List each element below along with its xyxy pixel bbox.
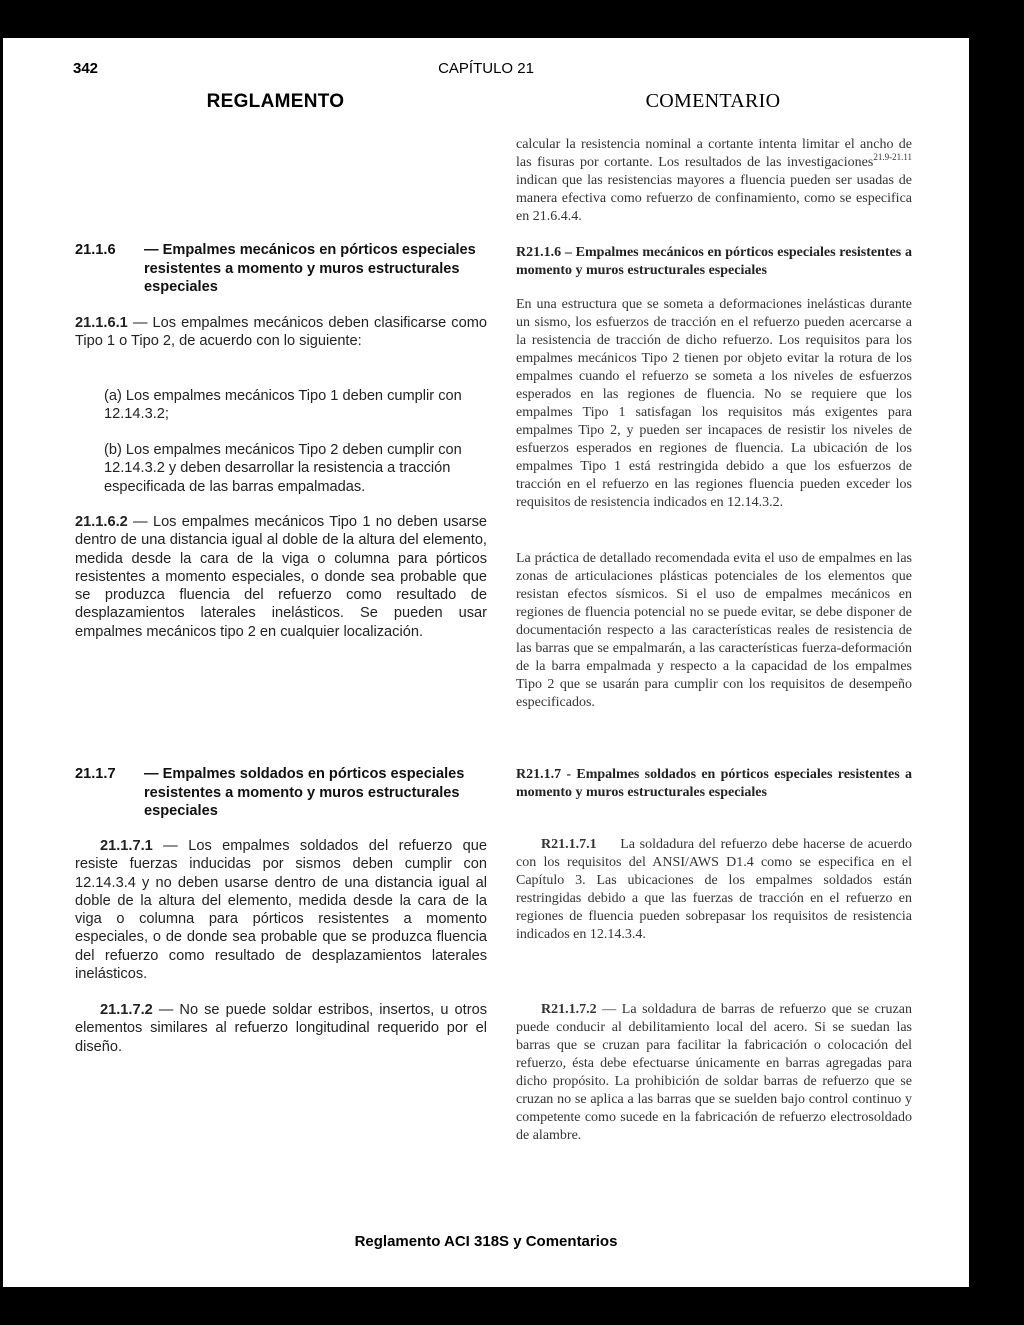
commentary-paragraph-r21-1-7-2 (516, 1001, 912, 1145)
code-heading-21-1-6 (75, 241, 487, 297)
code-section-text: — Los empalmes mecánicos Tipo 1 no deben usarse dentro de una distancia igual al doble de la altura del elemento, medida desde la cara de la viga o columna para pórticos resistentes a momento especiales, o donde sea probable que se produzca fluencia del refuerzo como resultado de desplazamientos laterales inelásticos. Se pueden usar empalmes mecánicos tipo 2 en cualquier localización. (75, 514, 487, 640)
document-page (3, 38, 969, 1287)
commentary-continuation-text-a: calcular la resistencia nominal a cortante intenta limitar el ancho de las fisuras por cortante. Los resultados de las investigaciones (516, 137, 912, 170)
commentary-paragraph-r21-1-6-1: En una estructura que se someta a deformaciones inelásticas durante un sismo, los esfuerzos de tracción en el refuerzo pueden acercarse a la resistencia de tracción de dicho refuerzo. Los requisitos para los empalmes mecánicos Tipo 2 tienen por objeto evitar la rotura de los empalmes cuando el refuerzo se someta a los niveles de esfuerzos esperados en las regiones de fluencia. No se requiere que los empalmes Tipo 1 satisfagan los requisitos más exigentes para empalmes Tipo 2, y pueden ser incapaces de resistir los niveles de esfuerzos esperados en regiones de fluencia. La ubicación de los empalmes Tipo 1 está restringida debido a que los esfuerzos de tracción en el refuerzo en las regiones fluencia pueden exceder los requisitos de resistencia indicados en 12.14.3.2. (516, 297, 912, 510)
left-column-heading: REGLAMENTO (206, 91, 345, 112)
commentary-section-number: R21.1.7.2 (541, 1002, 597, 1017)
reference-superscript: 21.9-21.11 (873, 152, 912, 162)
page-number: 342 (73, 60, 99, 77)
code-paragraph-21-1-7-2 (75, 1001, 487, 1056)
right-column-heading: COMENTARIO (645, 90, 781, 112)
commentary-paragraph-r21-1-6-2: La práctica de detallado recomendada evita el uso de empalmes en las zonas de articulaciones plásticas potenciales de los elementos que resistan efectos sísmicos. Si el uso de empalmes mecánicos en regiones de fluencia potencial no se puede evitar, se debe disponer de documentación respecto a las características reales de resistencia de las barras que se empalmarán, a las características fuerza-deformación de la barra empalmada y respecto a la capacidad de los empalmes Tipo 2 que se usarán para cumplir con los requisitos de desempeño especificados. (516, 551, 912, 710)
code-paragraph-21-1-6-2 (75, 513, 487, 641)
commentary-paragraph-r21-1-7-1 (516, 836, 912, 944)
page-footer: Reglamento ACI 318S y Comentarios (354, 1233, 618, 1250)
code-section-text: — Los empalmes soldados del refuerzo que resiste fuerzas inducidas por sismos deben cumplir con 12.14.3.4 y no deben usarse dentro de una distancia igual al doble de la altura del elemento, medida desde la cara de la viga o columna para pórticos resistentes a momento especiales, o de donde sea probable que se produzca fluencia del refuerzo como resultado de desplazamientos laterales inelásticos. (75, 838, 487, 983)
commentary-heading-r21-1-7: R21.1.7 - Empalmes soldados en pórticos especiales resistentes a momento y muros estructurales especiales (516, 767, 912, 800)
commentary-continuation-text-b: indican que las resistencias mayores a fluencia pueden ser usadas de manera efectiva como refuerzo de confinamiento, como se especifica en 21.6.4.4. (516, 173, 912, 224)
code-section-text: — No se puede soldar estribos, insertos, u otros elementos similares al refuerzo longitudinal requerido por el diseño. (75, 1002, 487, 1055)
chapter-title: CAPÍTULO 21 (438, 60, 534, 77)
code-paragraph-21-1-6-1 (75, 314, 487, 351)
code-section-number: 21.1.6 (75, 242, 116, 258)
commentary-continuation (516, 136, 912, 226)
code-section-number: 21.1.6.1 (75, 315, 128, 331)
code-section-text: — Los empalmes mecánicos deben clasificarse como Tipo 1 o Tipo 2, de acuerdo con lo siguiente: (75, 315, 487, 350)
code-section-title: — Empalmes mecánicos en pórticos especiales resistentes a momento y muros estructurales especiales (144, 242, 476, 295)
code-paragraph-21-1-7-1 (75, 837, 487, 983)
code-section-number: 21.1.6.2 (75, 514, 128, 530)
code-list-item-b: (b) Los empalmes mecánicos Tipo 2 deben cumplir con 12.14.3.2 y deben desarrollar la resistencia a tracción especificada de las barras empalmadas. (104, 442, 462, 495)
commentary-heading-r21-1-6: R21.1.6 – Empalmes mecánicos en pórticos especiales resistentes a momento y muros estructurales especiales (516, 245, 912, 278)
commentary-section-number: R21.1.7.1 (541, 837, 597, 852)
code-section-number: 21.1.7 (75, 766, 116, 782)
code-list-item-a: (a) Los empalmes mecánicos Tipo 1 deben cumplir con 12.14.3.2; (104, 388, 462, 423)
commentary-section-text: La soldadura del refuerzo debe hacerse de acuerdo con los requisitos del ANSI/AWS D1.4 como se especifica en el Capítulo 3. Las ubicaciones de los empalmes soldados están restringidas debido a que las fuerzas de tracción en el refuerzo en regiones de fluencia pueden sobrepasar los requisitos de resistencia indicados en 12.14.3.4. (516, 837, 912, 942)
code-section-title: — Empalmes soldados en pórticos especiales resistentes a momento y muros estructurales especiales (144, 766, 465, 819)
code-heading-21-1-7 (75, 765, 487, 821)
commentary-section-text: — La soldadura de barras de refuerzo que se cruzan puede conducir al debilitamiento local del acero. Si se suedan las barras que se cruzan para facilitar la fabricación o colocación del refuerzo, ésta debe efectuarse únicamente en barras agregadas para dicho propósito. La prohibición de soldar barras de refuerzo que se cruzan no se aplica a las barras que se suelden bajo control continuo y competente como sucede en la fabricación de refuerzo electrosoldado de alambre. (516, 1002, 912, 1143)
code-section-number: 21.1.7.1 (100, 838, 153, 854)
code-section-number: 21.1.7.2 (100, 1002, 153, 1018)
